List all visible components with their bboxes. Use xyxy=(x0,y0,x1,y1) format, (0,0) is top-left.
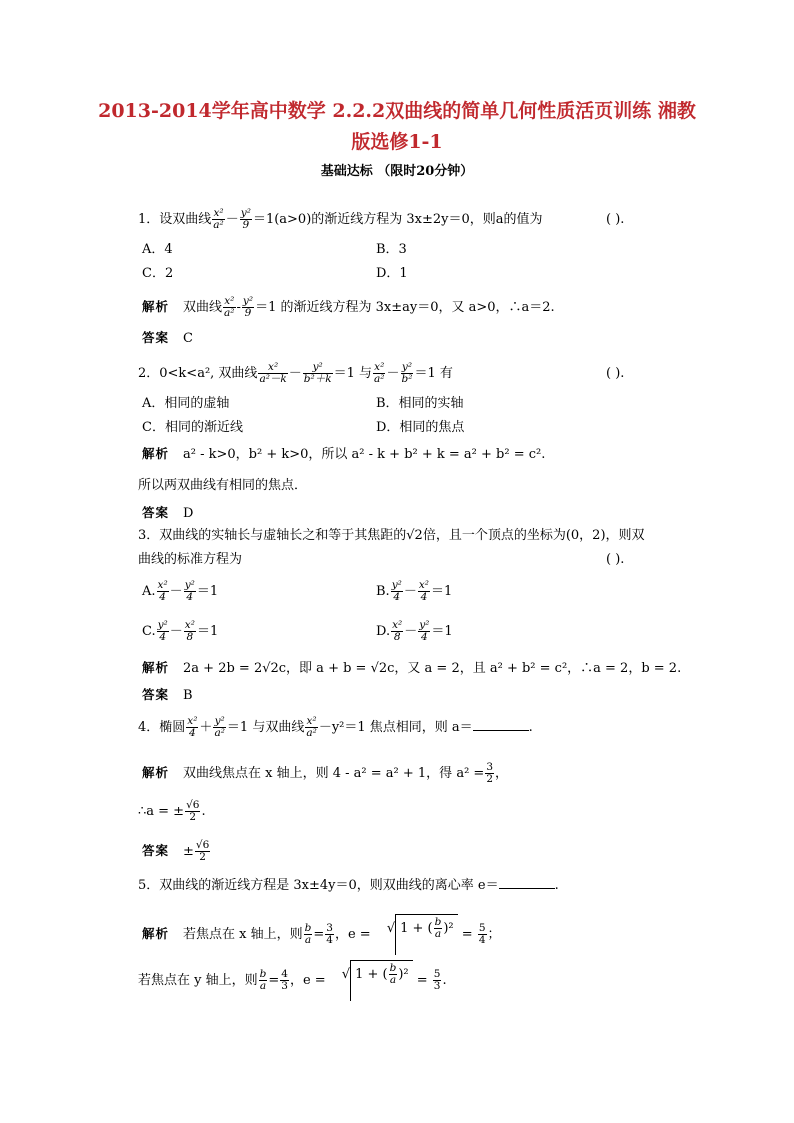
q5-stem: 5．双曲线的渐近线方程是 3x±4y＝0，则双曲线的离心率 e＝ . xyxy=(138,878,559,893)
subtitle: 基础达标 （限时20分钟） xyxy=(320,164,474,179)
q4-analysis: 解析 双曲线焦点在 x 轴上，则 4 - a² = a² + 1，得 a² = $\frac{3}{2}$ ， xyxy=(142,761,509,785)
q3-paren: ( ). xyxy=(606,552,625,567)
q1-option-c: C．2 xyxy=(142,266,174,281)
q4-stem: 4．椭圆 $\frac{\text{x²}}{4}$ ＋ $\frac{\text{y²}}{\text{a²}}$ ＝1 与双曲线 $\frac{\text{x²}}{\text{a²}}$ －y²＝1 焦点相同，则 a＝ . xyxy=(138,715,533,739)
q2-answer: 答案 D xyxy=(142,505,194,521)
q3-option-b: B. $\frac{\text{y²}}{4}$ － $\frac{\text{x²}}{4}$ ＝1 xyxy=(376,579,453,603)
q3-option-a: A. $\frac{\text{x²}}{4}$ － $\frac{\text{y²}}{4}$ ＝1 xyxy=(142,579,219,603)
q5-analysis-2: 若焦点在 y 轴上，则 $\frac{b}{a}$ = $\frac{4}{3}$ ，e = √ 1 + ( $\frac{b}{a}$ )² = $\frac{5}{3}$ . xyxy=(138,960,447,1001)
q1-stem: 1．设双曲线 $\frac{\text{x²}}{\text{a²}}$ － $\frac{\text{y²}}{9}$ ＝1(a>0)的渐近线方程为 3x±2y＝0，则a的值为 xyxy=(138,207,543,231)
q2-stem: 2．0<k<a², 双曲线 $\frac{\text{x²}}{\text{a²－k}}$ － $\frac{\text{y²}}{\text{b²＋k}}$ ＝1 与 $\frac{\text{x²}}{\text{a²}}$ － $\frac{\text{y²}}{\text{b²}}$ ＝1 有 xyxy=(138,361,453,385)
q3-option-d: D. $\frac{\text{x²}}{8}$ － $\frac{\text{y²}}{4}$ ＝1 xyxy=(376,619,453,643)
q2-analysis: 解析 a² - k>0，b² + k>0，所以 a² - k + b² + k = a² + b² = c². xyxy=(142,446,546,462)
q3-stem-1: 3．双曲线的实轴长与虚轴长之和等于其焦距的√2倍，且一个顶点的坐标为(0，2)，则双 xyxy=(138,528,645,543)
q4-answer: 答案 ± $\frac{√6}{2}$ xyxy=(142,839,210,863)
q1-answer: 答案 C xyxy=(142,330,193,346)
q4-analysis-2: ∴a = ± $\frac{√6}{2}$ . xyxy=(138,799,206,823)
q3-answer: 答案 B xyxy=(142,687,193,703)
q1-analysis: 解析 双曲线 $\frac{\text{x²}}{\text{a²}}$ - $\frac{\text{y²}}{9}$ ＝1 的渐近线方程为 3x±ay＝0，又 a>0，∴a＝2. xyxy=(142,295,555,319)
q1-paren: ( ). xyxy=(606,212,625,227)
q2-option-d: D．相同的焦点 xyxy=(376,420,465,435)
q2-analysis-2: 所以两双曲线有相同的焦点． xyxy=(138,478,308,493)
q2-option-a: A．相同的虚轴 xyxy=(142,396,230,411)
q1-option-d: D．1 xyxy=(376,266,408,281)
title-line-2: 版选修1-1 xyxy=(351,131,443,153)
q5-analysis: 解析 若焦点在 x 轴上，则 $\frac{b}{a}$ = $\frac{3}{4}$ ，e = √ 1 + ( $\frac{b}{a}$ )² = $\frac{5}{4}$ ； xyxy=(142,914,501,955)
q3-option-c: C. $\frac{\text{y²}}{4}$ － $\frac{\text{x²}}{8}$ ＝1 xyxy=(142,619,219,643)
q2-option-b: B．相同的实轴 xyxy=(376,396,464,411)
q3-stem-2: 曲线的标准方程为 xyxy=(138,552,243,567)
q2-option-c: C．相同的渐近线 xyxy=(142,420,243,435)
q1-option-a: A．4 xyxy=(142,242,173,257)
q1-option-b: B．3 xyxy=(376,242,407,257)
title-line-1: 2013-2014学年高中数学 2.2.2双曲线的简单几何性质活页训练 湘教 xyxy=(98,100,696,122)
q3-analysis: 解析 2a + 2b = 2√2c，即 a + b = √2c，又 a = 2，且 a² + b² = c²，∴a = 2，b = 2. xyxy=(142,660,682,676)
q2-paren: ( ). xyxy=(606,366,625,381)
